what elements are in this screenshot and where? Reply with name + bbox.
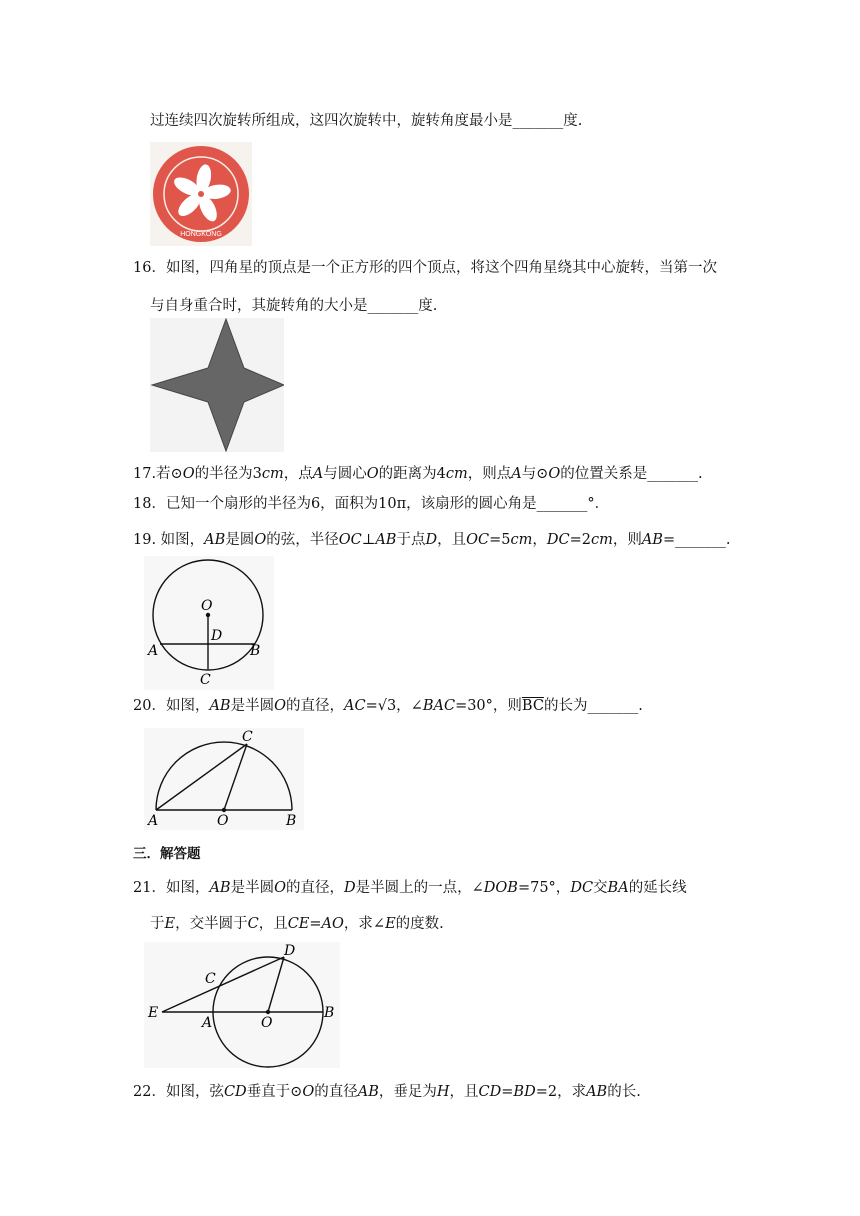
q19-label-b: B (250, 643, 261, 659)
hongkong-emblem-icon (150, 142, 252, 246)
q21-label-a: A (202, 1015, 213, 1031)
q19-text: 19. 如图，AB是圆O的弦，半径OC⊥AB于点D，且OC=5cm，DC=2cm，则AB=_______. (133, 532, 731, 548)
q21-circle-figure (144, 942, 340, 1068)
q21-line1: 21．如图，AB是半圆O的直径，D是半圆上的一点，∠DOB=75°，DC交BA的延长线 (133, 880, 687, 896)
q19-circle-figure (144, 556, 274, 690)
q15-text: 过连续四次旋转所组成，这四次旋转中，旋转角度最小是_______度. (150, 113, 583, 129)
q21-label-d: D (284, 943, 296, 959)
q20-text: 20．如图，AB是半圆O的直径，AC=√3，∠BAC=30°，则$\overline{BC}$的长为_______. (133, 698, 643, 714)
q17-text: 17.若⊙O的半径为3cm，点A与圆心O的距离为4cm，则点A与⊙O的位置关系是_______. (133, 466, 703, 482)
q16-line1: 16．如图，四角星的顶点是一个正方形的四个顶点，将这个四角星绕其中心旋转，当第一次 (133, 260, 717, 276)
q21-label-c: C (205, 971, 216, 987)
q20-label-o: O (217, 813, 229, 829)
q19-label-d: D (211, 628, 223, 644)
hongkong-emblem-figure (150, 142, 252, 246)
q21-label-e: E (148, 1005, 159, 1021)
q21-label-o: O (261, 1015, 273, 1031)
q19-label-o: O (201, 598, 213, 614)
q19-label-c: C (200, 672, 211, 688)
q18-text: 18．已知一个扇形的半径为6，面积为10π，该扇形的圆心角是_______°． (133, 496, 610, 512)
section-title: 三．解答题 (133, 846, 201, 862)
hongkong-text: HONGKONG (180, 231, 222, 238)
q22-text: 22．如图，弦CD垂直于⊙O的直径AB，垂足为H，且CD=BD=2，求AB的长. (133, 1084, 641, 1100)
four-point-star-figure (150, 318, 284, 452)
four-point-star-icon (150, 318, 284, 452)
q21-label-b: B (324, 1005, 335, 1021)
q19-label-a: A (148, 643, 159, 659)
q20-label-a: A (148, 813, 159, 829)
q21-line2: 于E，交半圆于C，且CE=AO，求∠E的度数. (150, 916, 444, 932)
q16-line2: 与自身重合时，其旋转角的大小是_______度. (150, 298, 438, 314)
q20-label-c: C (242, 729, 253, 745)
q20-label-b: B (286, 813, 297, 829)
q20-semicircle-figure (144, 728, 304, 830)
